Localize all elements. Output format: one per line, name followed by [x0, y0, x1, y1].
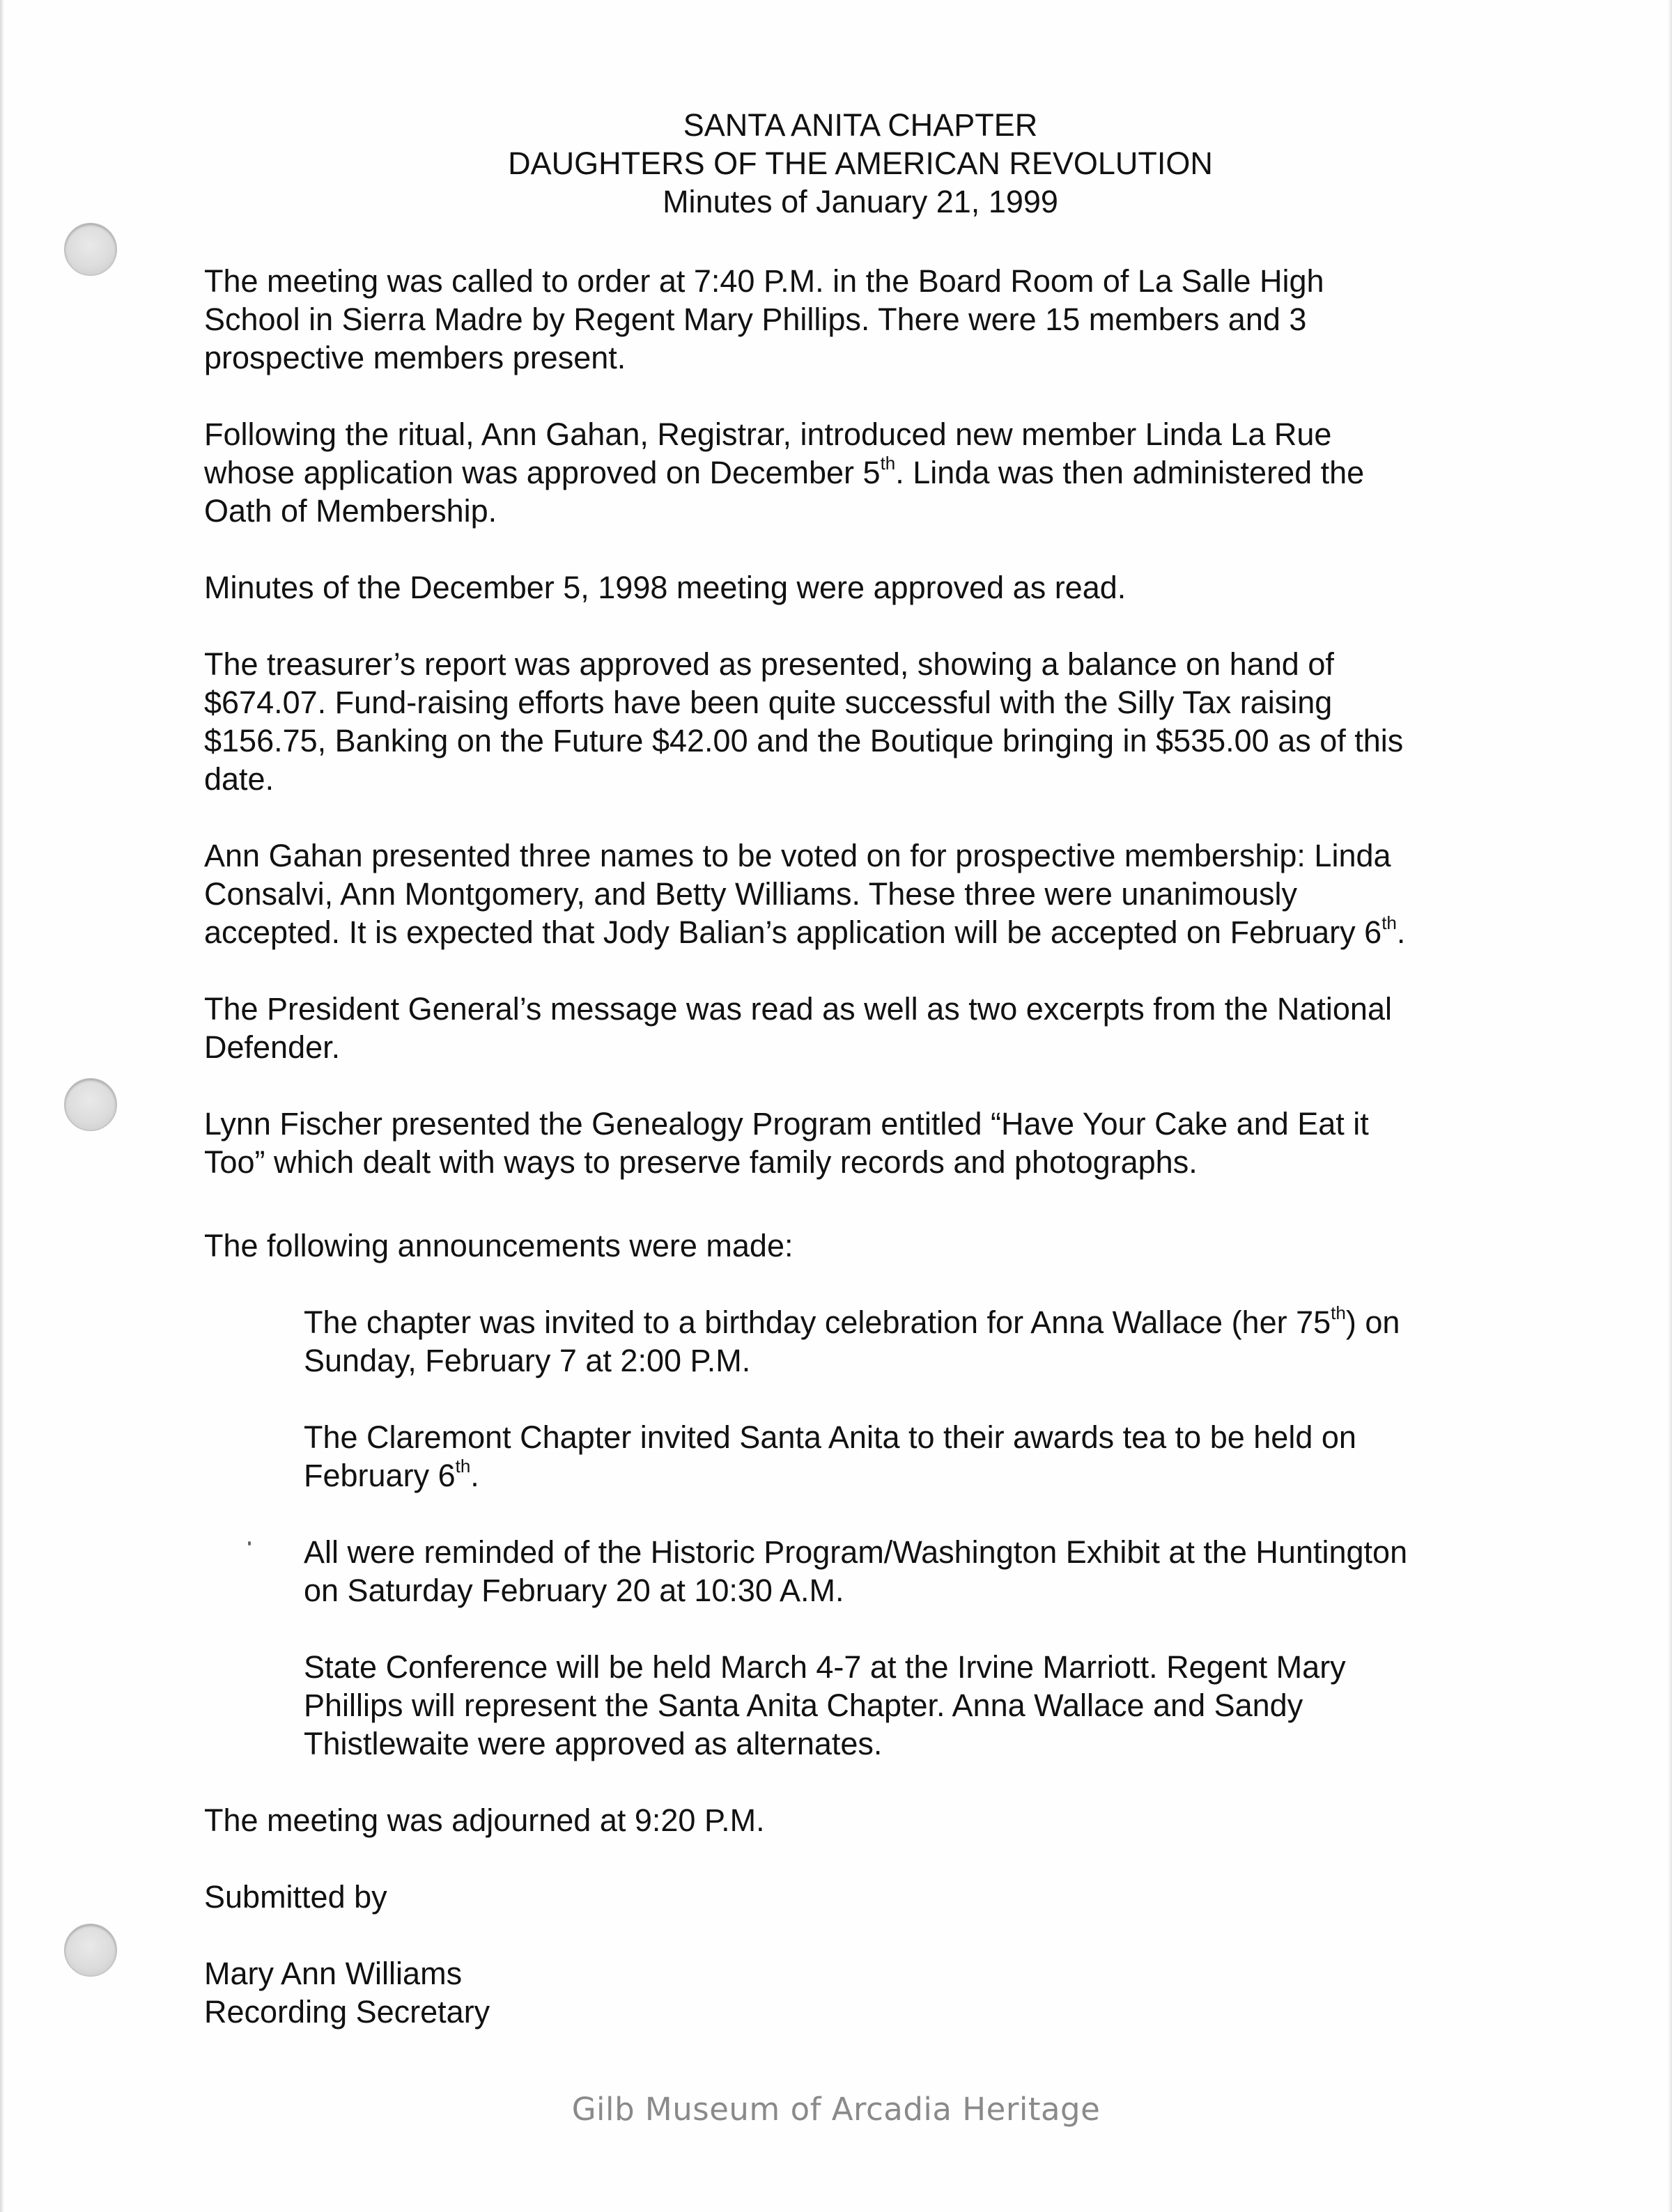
minutes-date: Minutes of January 21, 1999 [663, 184, 1058, 219]
announcement-item: The chapter was invited to a birthday celebration for Anna Wallace (her 75th) on Sunday, February 7 at 2:00 P.M. [304, 1302, 1400, 1378]
paragraph-new-member: Following the ritual, Ann Gahan, Registrar, introduced new member Linda La Rue whose application was approved on December 5th. Linda was then administered the Oath of Membership. [204, 416, 1365, 529]
page-edge-shadow [0, 0, 4, 2212]
paragraph-treasurer-report: The treasurer’s report was approved as presented, showing a balance on hand of $674.07. Fund-raising efforts have been quite successful with the Silly Tax raising $156.75, Banking on the Future $42.00 and the Boutique bringing in $535.00 as of this date. [204, 646, 1404, 797]
paragraph-adjournment: The meeting was adjourned at 9:20 P.M. [204, 1802, 765, 1838]
paragraph-genealogy-program: Lynn Fischer presented the Genealogy Program entitled “Have Your Cake and Eat it Too” which dealt with ways to preserve family records and photographs. [204, 1106, 1369, 1180]
announcement-item: The Claremont Chapter invited Santa Anita to their awards tea to be held on February 6th. [304, 1419, 1356, 1493]
announcement-item: State Conference will be held March 4-7 at the Irvine Marriott. Regent Mary Phillips will represent the Santa Anita Chapter. Anna Wallace and Sandy Thistlewaite were approved as alternates. [304, 1649, 1346, 1761]
punch-hole [64, 1924, 117, 1977]
chapter-name: SANTA ANITA CHAPTER [683, 107, 1038, 143]
paragraph-prospective-members: Ann Gahan presented three names to be voted on for prospective membership: Linda Consalvi, Ann Montgomery, and Betty Williams. These three were unanimously accepted. It is expected that Jody Balian’s application will be accepted on February 6th. [204, 838, 1406, 950]
submitted-by-label: Submitted by [204, 1879, 387, 1915]
paragraph-president-general: The President General’s message was read as well as two excerpts from the National Defender. [204, 991, 1392, 1065]
secretary-name: Mary Ann Williams [204, 1956, 463, 1991]
archive-watermark: Gilb Museum of Arcadia Heritage [571, 2091, 1101, 2128]
stray-ink-mark [248, 1541, 251, 1545]
punch-hole [64, 223, 117, 276]
page-edge-shadow [1668, 0, 1672, 2212]
paragraph-announcements-intro: The following announcements were made: [204, 1228, 794, 1263]
paragraph-call-to-order: The meeting was called to order at 7:40 P.M. in the Board Room of La Salle High School in Sierra Madre by Regent Mary Phillips. There were 15 members and 3 prospective members present. [204, 263, 1324, 375]
secretary-title: Recording Secretary [204, 1994, 490, 2030]
organization-name: DAUGHTERS OF THE AMERICAN REVOLUTION [508, 146, 1213, 181]
signature-block [204, 1954, 1514, 2031]
document-header [0, 106, 1672, 221]
announcement-item: All were reminded of the Historic Program/Washington Exhibit at the Huntington on Saturday February 20 at 10:30 A.M. [304, 1534, 1408, 1608]
paragraph-minutes-approved: Minutes of the December 5, 1998 meeting were approved as read. [204, 570, 1127, 605]
punch-hole [64, 1078, 117, 1131]
